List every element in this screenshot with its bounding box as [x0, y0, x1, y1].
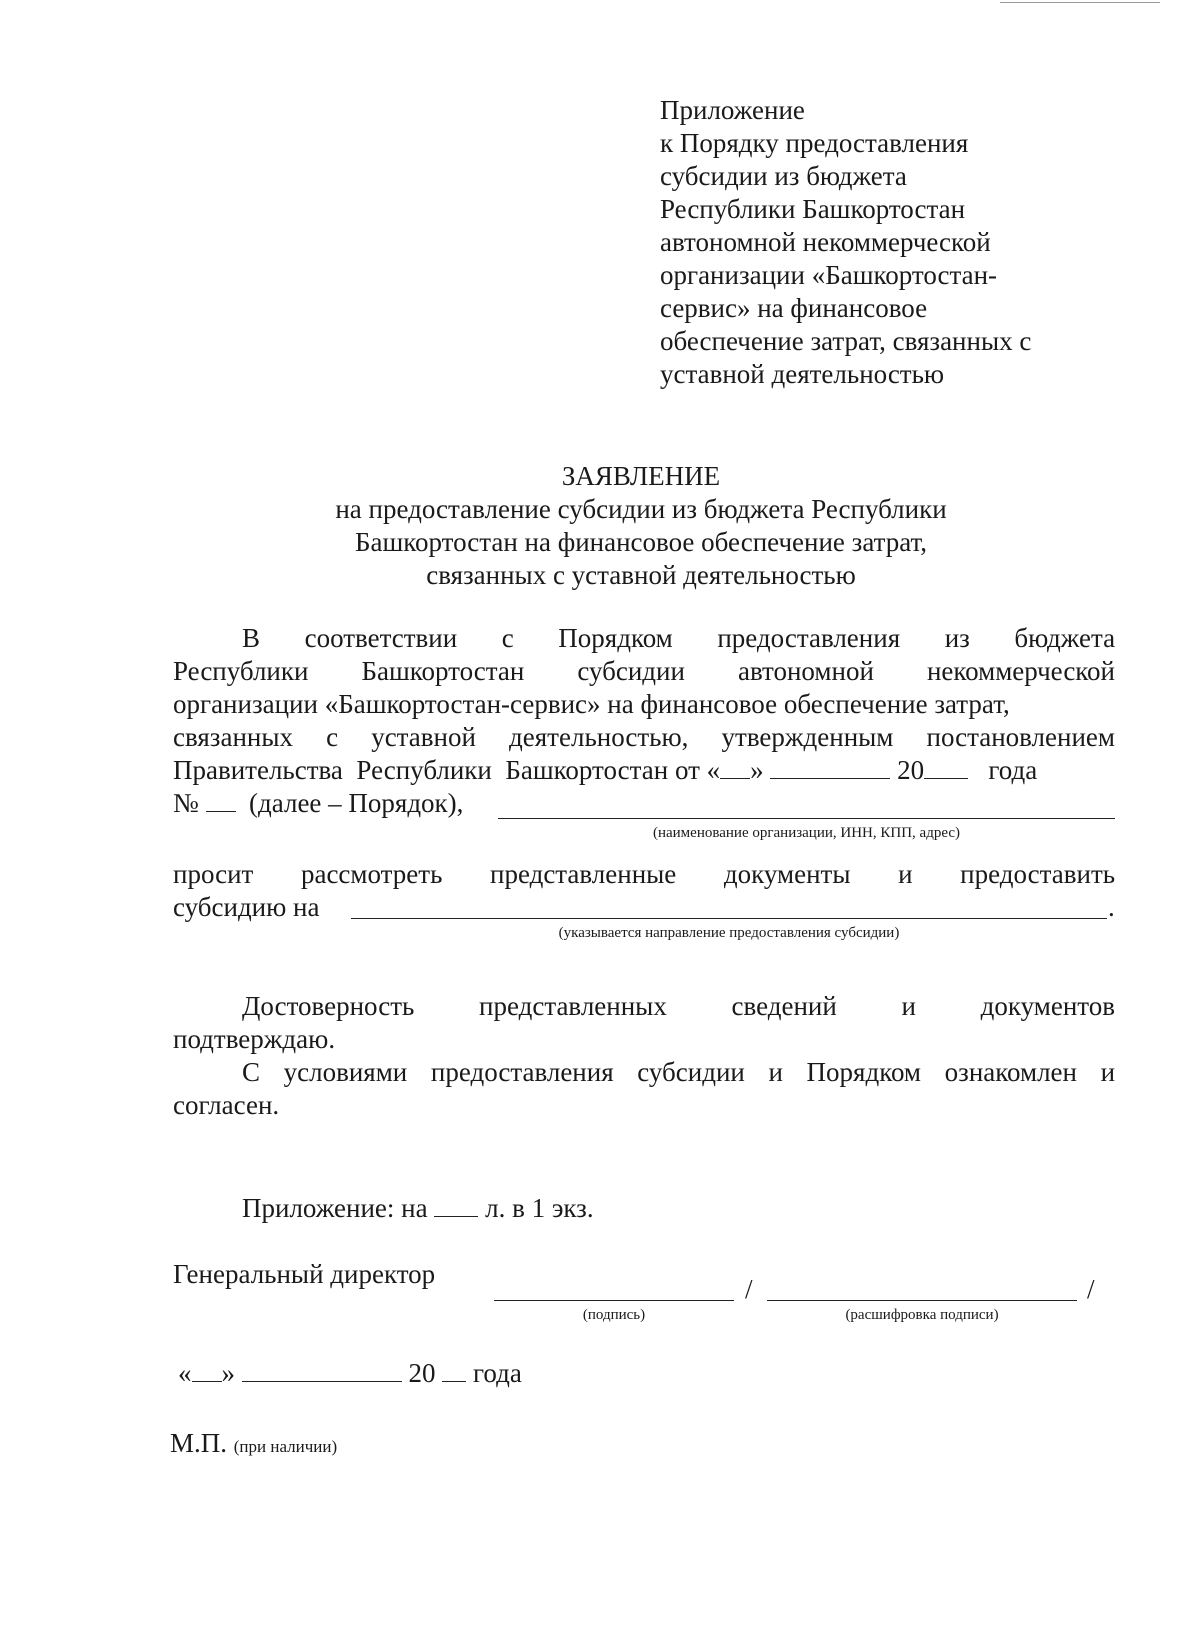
attachment-line: Приложение: на л. в 1 экз.: [242, 1193, 594, 1223]
document-heading: [0, 460, 1200, 592]
appendix-line: к Порядку предоставления: [660, 128, 969, 158]
seal-line: [170, 1427, 337, 1463]
appendix-line: уставной деятельностью: [660, 359, 945, 389]
date-day-blank[interactable]: [192, 1357, 222, 1382]
date-line: « » 20 года: [178, 1358, 522, 1388]
para1-line1: В соответствии с Порядком предоставления из бюджета: [242, 623, 1116, 653]
appendix-line: обеспечение затрат, связанных с: [660, 326, 1032, 356]
appendix-line: Республики Башкортостан: [660, 194, 966, 224]
appendix-line: Приложение: [660, 95, 805, 125]
month-blank[interactable]: [770, 754, 890, 779]
para1-line6: № (далее – Порядок),: [173, 788, 464, 818]
direction-caption: (указывается направление предоставления субсидии): [558, 925, 900, 941]
date-year-blank[interactable]: [442, 1357, 466, 1382]
subsidy-direction-field[interactable]: [351, 918, 1107, 919]
sheets-count-blank[interactable]: [434, 1192, 478, 1217]
scan-artifact-line: [1000, 2, 1160, 3]
signature-caption: (подпись): [582, 1307, 646, 1323]
year-blank[interactable]: [924, 754, 968, 779]
heading-line: Башкортостан на финансовое обеспечение затрат,: [354, 527, 928, 557]
appendix-line: субсидии из бюджета: [660, 161, 907, 191]
appendix-line: автономной некоммерческой: [660, 227, 991, 257]
para3-line4: согласен.: [173, 1090, 280, 1120]
para1-line3: организации «Башкортостан-сервис» на финансовое обеспечение затрат,: [173, 689, 1010, 719]
period: .: [1108, 892, 1115, 922]
signature-field[interactable]: [494, 1300, 734, 1301]
organization-field[interactable]: [498, 818, 1115, 819]
para2-line2: субсидию на: [173, 892, 320, 922]
seal-label: М.П.: [170, 1428, 228, 1458]
seal-note: (при наличии): [233, 1437, 338, 1456]
para1-line2: Республики Башкортостан субсидии автономной некоммерческой: [173, 656, 1116, 686]
signature-role: Генеральный директор: [173, 1259, 436, 1289]
appendix-line: сервис» на финансовое: [660, 293, 928, 323]
number-blank[interactable]: [206, 787, 236, 812]
organization-caption: (наименование организации, ИНН, КПП, адрес): [652, 825, 961, 841]
decode-caption: (расшифровка подписи): [845, 1307, 999, 1323]
para2-line1: просит рассмотреть представленные документы и предоставить: [173, 859, 1116, 889]
para3-line2: подтверждаю.: [173, 1024, 336, 1054]
heading-line: связанных с уставной деятельностью: [426, 560, 856, 590]
appendix-block: [660, 94, 1140, 391]
heading-line: на предоставление субсидии из бюджета Республики: [335, 494, 947, 524]
date-month-blank[interactable]: [242, 1357, 402, 1382]
para1-line5: Правительства Республики Башкортостан от « » 20 года: [173, 755, 1038, 785]
document-title: ЗАЯВЛЕНИЕ: [561, 461, 721, 491]
signature-slash: /: [745, 1274, 753, 1304]
appendix-line: организации «Башкортостан-: [660, 260, 998, 290]
day-blank[interactable]: [720, 754, 750, 779]
para3-line3: С условиями предоставления субсидии и Порядком ознакомлен и: [242, 1057, 1116, 1087]
signature-slash-end: /: [1087, 1274, 1095, 1304]
para1-line4: связанных с уставной деятельностью, утвержденным постановлением: [173, 722, 1115, 752]
para3-line1: Достоверность представленных сведений и документов: [242, 991, 1115, 1021]
signature-decode-field[interactable]: [767, 1300, 1077, 1301]
